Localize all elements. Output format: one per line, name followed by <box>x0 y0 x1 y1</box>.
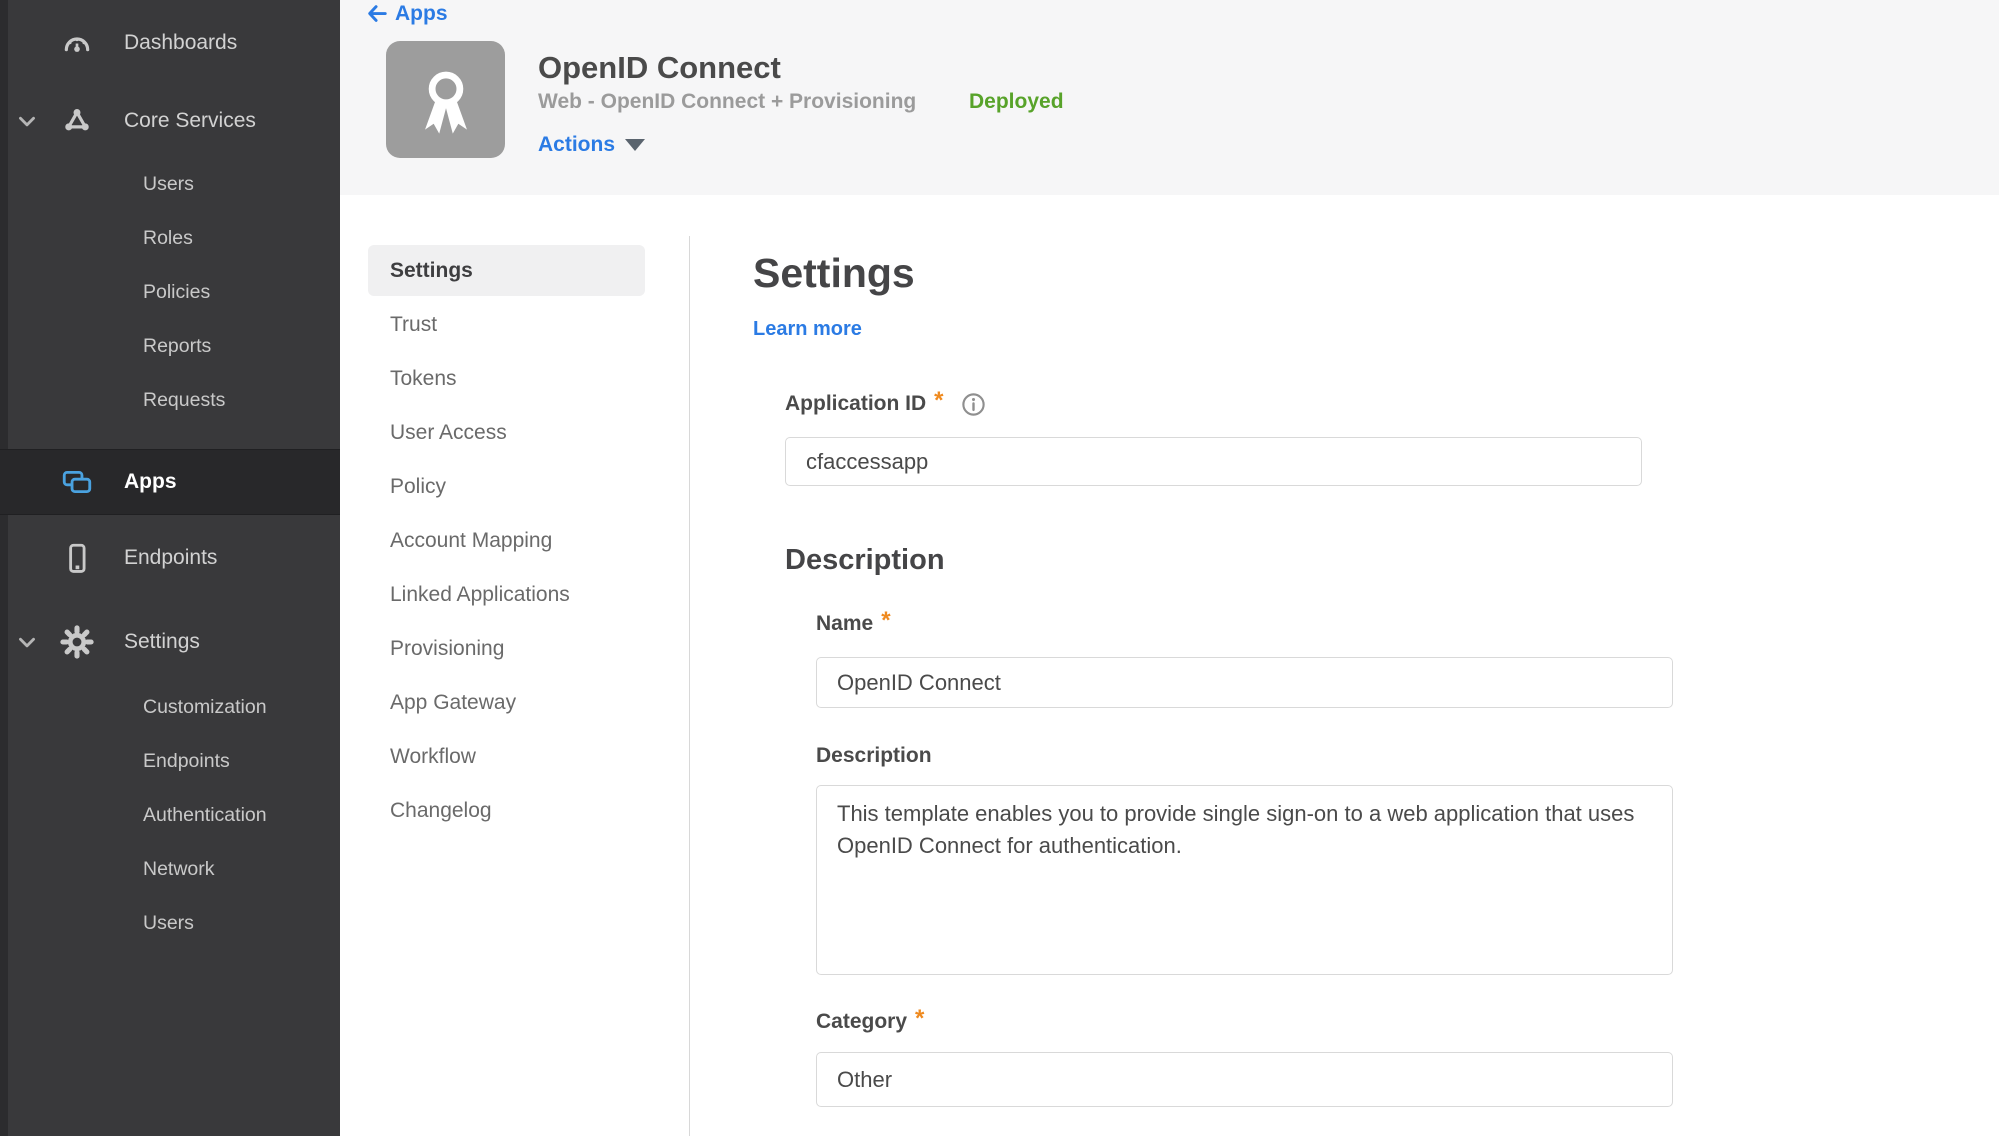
appnav-item-label: Linked Applications <box>390 583 570 606</box>
sidebar-item-endpoints[interactable] <box>0 520 340 596</box>
application-id-input[interactable] <box>785 437 1642 486</box>
sidebar-item-label: Users <box>143 172 194 195</box>
back-arrow-icon <box>366 3 388 25</box>
sidebar-item-network[interactable] <box>0 842 340 896</box>
page-title: Settings <box>753 250 915 296</box>
sidebar-item-label: Requests <box>143 388 226 411</box>
appnav-item-linked-applications[interactable] <box>340 568 689 622</box>
application-id-label <box>785 387 987 418</box>
appnav-item-user-access[interactable] <box>340 406 689 460</box>
sidebar-item-label: Dashboards <box>124 31 238 54</box>
label-text: Application ID <box>785 392 927 415</box>
dropdown-caret-icon <box>625 139 645 151</box>
appnav-item-label: Account Mapping <box>390 529 553 552</box>
sidebar-item-requests[interactable] <box>0 373 340 427</box>
appnav-item-settings[interactable] <box>368 245 645 296</box>
back-to-apps-link[interactable] <box>366 2 448 26</box>
primary-sidebar <box>0 0 340 1136</box>
appnav-item-account-mapping[interactable] <box>340 514 689 568</box>
appnav-item-changelog[interactable] <box>340 784 689 838</box>
required-asterisk: * <box>934 387 944 414</box>
chevron-down-icon[interactable] <box>14 109 40 133</box>
sidebar-item-reports[interactable] <box>0 319 340 373</box>
sidebar-item-users-settings[interactable] <box>0 896 340 950</box>
deployed-status-badge: Deployed <box>969 90 1064 113</box>
label-text: Name <box>816 612 874 635</box>
sidebar-item-dashboards[interactable] <box>0 11 340 75</box>
sidebar-item-users[interactable] <box>0 157 340 211</box>
sidebar-item-label: Authentication <box>143 803 267 826</box>
name-input[interactable] <box>816 657 1673 708</box>
sidebar-item-label: Customization <box>143 695 267 718</box>
cluster-icon <box>58 105 96 137</box>
appnav-item-policy[interactable] <box>340 460 689 514</box>
ribbon-award-icon <box>409 61 483 139</box>
app-icon-tile <box>386 41 505 158</box>
label-text: Category <box>816 1010 908 1033</box>
sidebar-item-apps[interactable] <box>0 449 340 515</box>
appnav-item-label: Trust <box>390 313 438 336</box>
appnav-item-label: Tokens <box>390 367 457 390</box>
sidebar-item-label: Endpoints <box>143 749 230 772</box>
required-asterisk: * <box>915 1005 925 1032</box>
appnav-item-label: User Access <box>390 421 507 444</box>
gauge-icon <box>58 27 96 59</box>
page-app-title: OpenID Connect <box>538 50 781 85</box>
sidebar-item-core-services[interactable] <box>0 89 340 153</box>
appnav-item-app-gateway[interactable] <box>340 676 689 730</box>
appnav-item-label: Provisioning <box>390 637 505 660</box>
appnav-item-label: Changelog <box>390 799 492 822</box>
appnav-item-provisioning[interactable] <box>340 622 689 676</box>
sidebar-item-label: Apps <box>124 470 177 493</box>
name-label <box>816 607 891 638</box>
back-link-label: Apps <box>395 2 448 25</box>
info-icon[interactable] <box>960 391 987 418</box>
gear-icon <box>58 624 96 660</box>
app-header <box>340 0 1999 195</box>
actions-dropdown[interactable] <box>538 133 645 157</box>
appnav-item-workflow[interactable] <box>340 730 689 784</box>
appnav-item-tokens[interactable] <box>340 352 689 406</box>
description-section-heading: Description <box>785 544 945 576</box>
appnav-item-label: Workflow <box>390 745 476 768</box>
sidebar-item-label: Roles <box>143 226 193 249</box>
apps-icon <box>58 465 96 499</box>
required-asterisk: * <box>881 607 891 634</box>
category-input[interactable] <box>816 1052 1673 1107</box>
learn-more-link[interactable]: Learn more <box>753 318 862 340</box>
sidebar-item-settings[interactable] <box>0 604 340 680</box>
sidebar-item-label: Endpoints <box>124 546 218 569</box>
app-settings-nav <box>340 236 690 1136</box>
appnav-item-label: App Gateway <box>390 691 517 714</box>
description-textarea[interactable] <box>816 785 1673 975</box>
sidebar-item-label: Users <box>143 911 194 934</box>
sidebar-item-customization[interactable] <box>0 680 340 734</box>
sidebar-item-endpoints-settings[interactable] <box>0 734 340 788</box>
category-label <box>816 1005 925 1036</box>
label-text: Description <box>816 744 932 767</box>
sidebar-item-label: Policies <box>143 280 211 303</box>
smartphone-icon <box>58 540 96 576</box>
sidebar-item-label: Settings <box>124 630 200 653</box>
description-label <box>816 744 932 768</box>
actions-label: Actions <box>538 133 616 156</box>
app-subtitle: Web - OpenID Connect + Provisioning <box>538 90 917 113</box>
sidebar-item-label: Reports <box>143 334 212 357</box>
sidebar-item-authentication[interactable] <box>0 788 340 842</box>
appnav-item-label: Settings <box>390 258 473 282</box>
appnav-item-trust[interactable] <box>340 298 689 352</box>
appnav-item-label: Policy <box>390 475 447 498</box>
sidebar-item-policies[interactable] <box>0 265 340 319</box>
sidebar-item-roles[interactable] <box>0 211 340 265</box>
sidebar-item-label: Network <box>143 857 215 880</box>
sidebar-item-label: Core Services <box>124 109 256 132</box>
chevron-down-icon[interactable] <box>14 630 40 654</box>
